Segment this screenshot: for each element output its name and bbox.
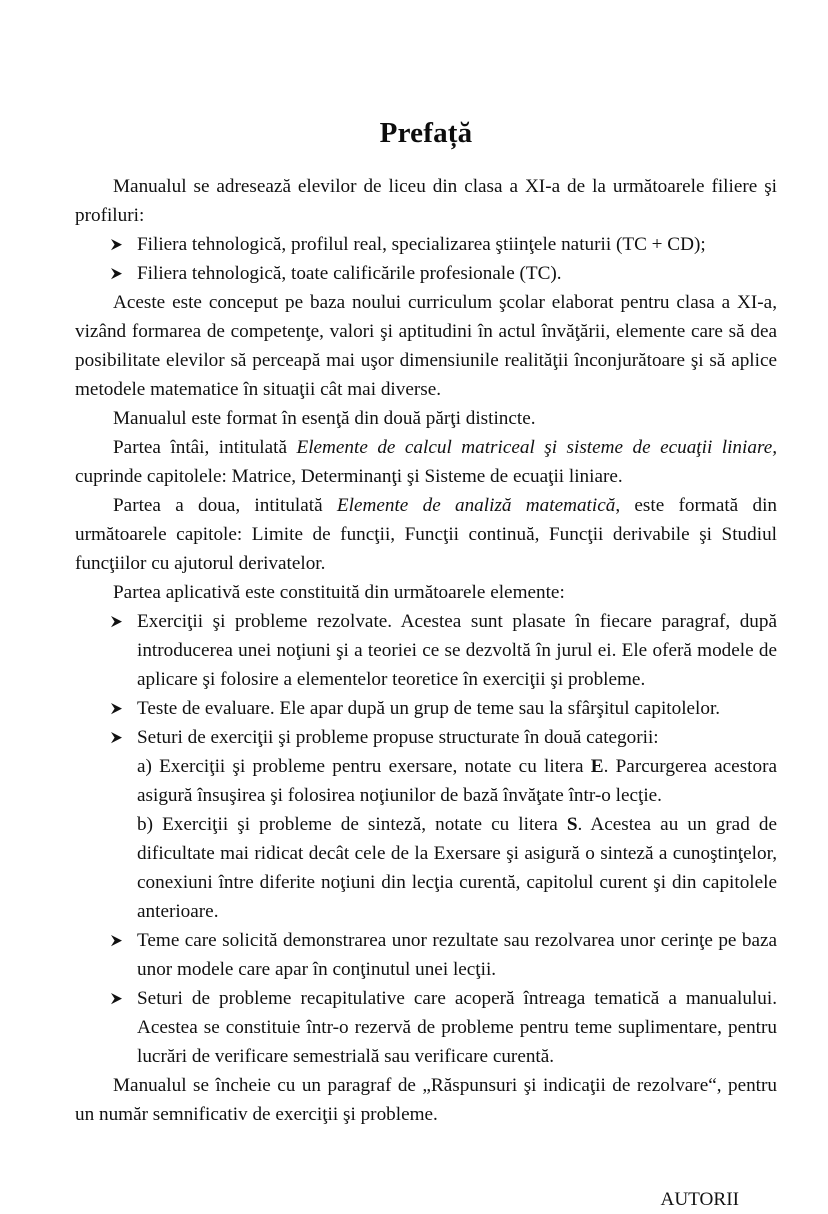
list-item [75, 984, 777, 1071]
part-two-title: Elemente de analiză matematică [336, 494, 616, 516]
category-item-b [75, 810, 777, 926]
part-two-lead: Partea a doua, intitulată [113, 494, 337, 516]
intro-paragraph: Manualul se adresează elevilor de liceu din clasa a XI-a de la următoarele filiere şi profiluri: [75, 175, 777, 226]
applied-elements-list-continued [75, 926, 777, 1071]
page-content [75, 118, 777, 1214]
list-item [75, 694, 777, 723]
structure-paragraph: Manualul este format în esenţă din două părţi distincte. [113, 407, 536, 429]
category-a-letter: E [590, 755, 604, 777]
part-one-lead: Partea întâi, intitulată [113, 436, 297, 458]
category-b-tail: . Acestea au un grad de dificultate mai ridicat decât cele de la Exersare şi asigură o sinteză a cunoştinţelor, conexiuni între diferite noţiuni din lecţia curentă, capitolul curent şi din capitolele anterioare. [137, 813, 777, 922]
arrow-bullet-icon [110, 259, 130, 280]
list-item-label: Teste de evaluare. Ele apar după un grup de teme sau la sfârşitul capitolelor. [137, 697, 721, 719]
part-one-title: Elemente de calcul matriceal şi sisteme de ecuaţii liniare, [296, 436, 778, 458]
arrow-bullet-icon [110, 607, 130, 628]
signature-spacer [75, 1129, 777, 1185]
page-title: Prefață [379, 117, 473, 149]
applied-elements-list [75, 607, 777, 752]
part-two-paragraph [75, 491, 777, 578]
category-b-letter: S [566, 813, 578, 835]
closing-paragraph: Manualul se încheie cu un paragraf de „Răspunsuri şi indicaţii de rezolvare“, pentru un număr semnificativ de exerciţii şi probleme. [75, 1074, 777, 1125]
applied-intro-paragraph: Partea aplicativă este constituită din următoarele elemente: [113, 581, 565, 603]
list-item [75, 723, 777, 752]
arrow-bullet-icon [110, 723, 130, 744]
list-item-label: Seturi de exerciţii şi probleme propuse structurate în două categorii: [137, 726, 659, 748]
signature: AUTORII [660, 1188, 739, 1210]
list-item [75, 230, 777, 259]
list-item-label: Filiera tehnologică, toate calificările profesionale (TC). [137, 262, 562, 284]
list-item [75, 926, 777, 984]
list-item-label: Seturi de probleme recapitulative care acoperă întreaga tematică a manualului. Acestea se constituie într-o rezervă de probleme pentru teme suplimentare, pentru lucrări de verificare semestrială sau verificare curentă. [137, 987, 777, 1067]
arrow-bullet-icon [110, 926, 130, 947]
part-one-paragraph [75, 433, 777, 491]
part-one-tail: cuprinde capitolele: Matrice, Determinanţi şi Sisteme de ecuaţii liniare. [75, 465, 623, 487]
list-item [75, 607, 777, 694]
arrow-bullet-icon [110, 984, 130, 1005]
list-item-label: Exerciţii şi probleme rezolvate. Acestea sunt plasate în fiecare paragraf, după introducerea unei noţiuni şi a teoriei ce se dezvoltă în jurul ei. Ele oferă modele de aplicare şi folosire a elementelor teoretice în exerciţii şi probleme. [137, 610, 777, 690]
arrow-bullet-icon [110, 230, 130, 251]
category-a-tail: . Parcurgerea acestora asigură însuşirea şi folosirea noţiunilor de bază învăţate într-o lecţie. [137, 755, 777, 806]
list-item-label: Teme care solicită demonstrarea unor rezultate sau rezolvarea unor cerinţe pe baza unor modele care apar în conţinutul unei lecţii. [137, 929, 777, 980]
curriculum-paragraph: Aceste este conceput pe baza noului curriculum şcolar elaborat pentru clasa a XI-a, vizând formarea de competenţe, valori şi aptitudini în actul învăţării, elemente care să dea posibilitate elevilor să perceapă mai uşor dimensiunile realităţii înconjurătoare şi să aplice metodele matematice în situaţii cât mai diverse. [75, 291, 777, 400]
category-item-a [75, 752, 777, 810]
part-two-tail: , este formată din următoarele capitole: Limite de funcţii, Funcţii continuă, Funcţii derivabile şi Studiul funcţiilor cu ajutorul derivatelor. [75, 494, 777, 574]
list-item [75, 259, 777, 288]
category-a-lead: a) Exerciţii şi probleme pentru exersare, notate cu litera [137, 755, 591, 777]
arrow-bullet-icon [110, 694, 130, 715]
list-item-label: Filiera tehnologică, profilul real, specializarea ştiinţele naturii (TC + CD); [137, 233, 706, 255]
category-b-lead: b) Exerciţii şi probleme de sinteză, notate cu litera [137, 813, 567, 835]
filiere-list [75, 230, 777, 288]
